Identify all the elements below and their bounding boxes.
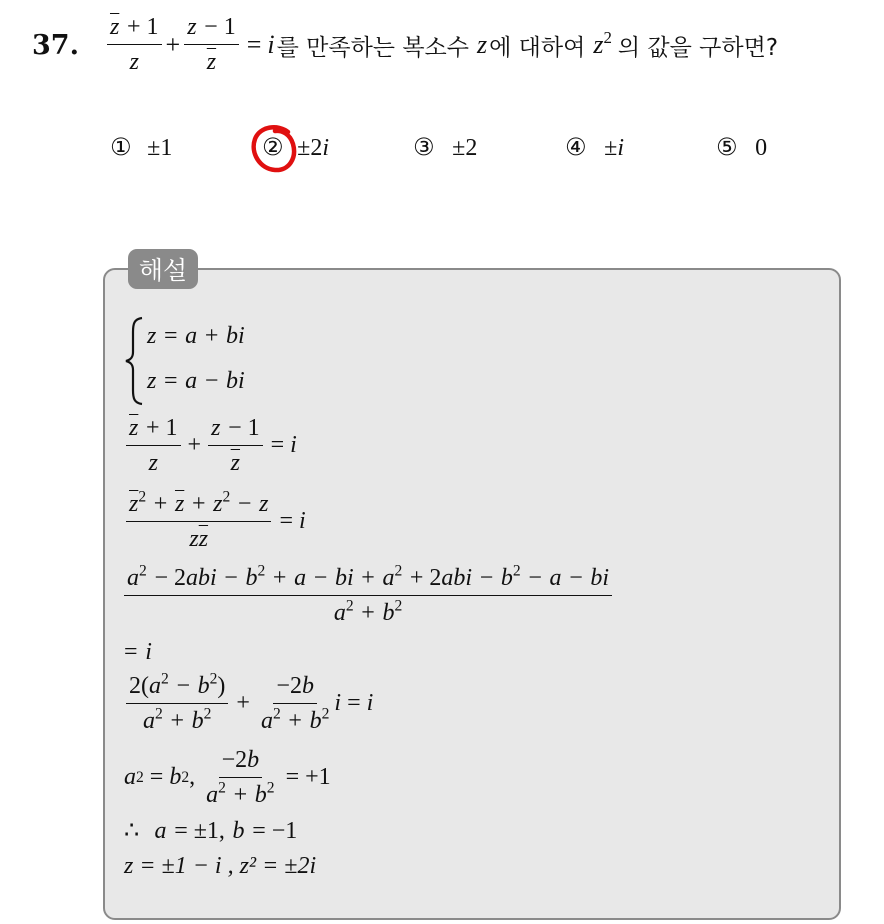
option-1[interactable]: ① ±1 <box>110 133 173 161</box>
option-3[interactable]: ③ ±2 <box>413 133 478 161</box>
option-marker: ① <box>110 133 132 161</box>
option-2[interactable]: ② ±2i <box>262 133 329 161</box>
option-4[interactable]: ④ ±i <box>565 133 624 161</box>
question-fraction-2: $\frac{z - 1}{z}$ <box>184 13 239 76</box>
question-fraction-1: $\frac{\overline{z} + 1}{z}$ <box>107 13 162 76</box>
solution-step-1: $\frac{\overline{z} + 1}{z}$ + $\frac{z - 1}{z}$ = i <box>124 414 297 477</box>
option-marker: ③ <box>413 133 435 161</box>
solution-final: z = ±1 − i , z² = ±2i <box>124 853 317 879</box>
solution-step-4: = i <box>124 639 152 665</box>
solution-step-2: $\frac{\overline{z}^2 + \overline{z} + z^2 - z}{z\overline{z}}$ = i <box>124 490 306 553</box>
question-text-1: 를 만족하는 복소수 <box>276 34 469 61</box>
option-marker: ④ <box>565 133 587 161</box>
question-number: 37. <box>32 29 79 61</box>
solution-step-7: ∴ a = ±1, b = −1 <box>124 818 298 844</box>
solution-step-6: a 2 = b 2 , $\frac{-2b}{a^2 + b^2}$ = +1 <box>124 747 331 808</box>
question-line: 37. $\frac{\overline{z} + 1}{z}$ + $\frac{z - 1}{z}$ = i 를 만족하는 복소수 z 에 대하여 $z^2$ 의 값을 구하면? <box>32 14 779 75</box>
selected-answer-circle-icon <box>248 122 300 176</box>
option-marker: ② <box>262 133 284 161</box>
left-brace-icon <box>125 316 145 406</box>
option-marker: ⑤ <box>716 133 738 161</box>
solution-step-3: $\frac{a^2 - 2abi - b^2 + a - bi + a^2 + 2abi - b^2 - a - bi}{a^2 + b^2}$ <box>124 564 612 627</box>
question-text-2: 에 대하여 <box>489 34 586 61</box>
solution-tag: 해설 <box>128 249 198 289</box>
option-5[interactable]: ⑤ 0 <box>716 133 768 161</box>
question-text-3: 의 값을 구하면? <box>617 34 779 61</box>
equation-system: z = a + bi z = a − bi <box>125 316 325 406</box>
solution-step-5: $\frac{2(a^2 - b^2)}{a^2 + b^2}$ + $\frac{-2b}{a^2 + b^2}$ i = i <box>124 672 373 735</box>
